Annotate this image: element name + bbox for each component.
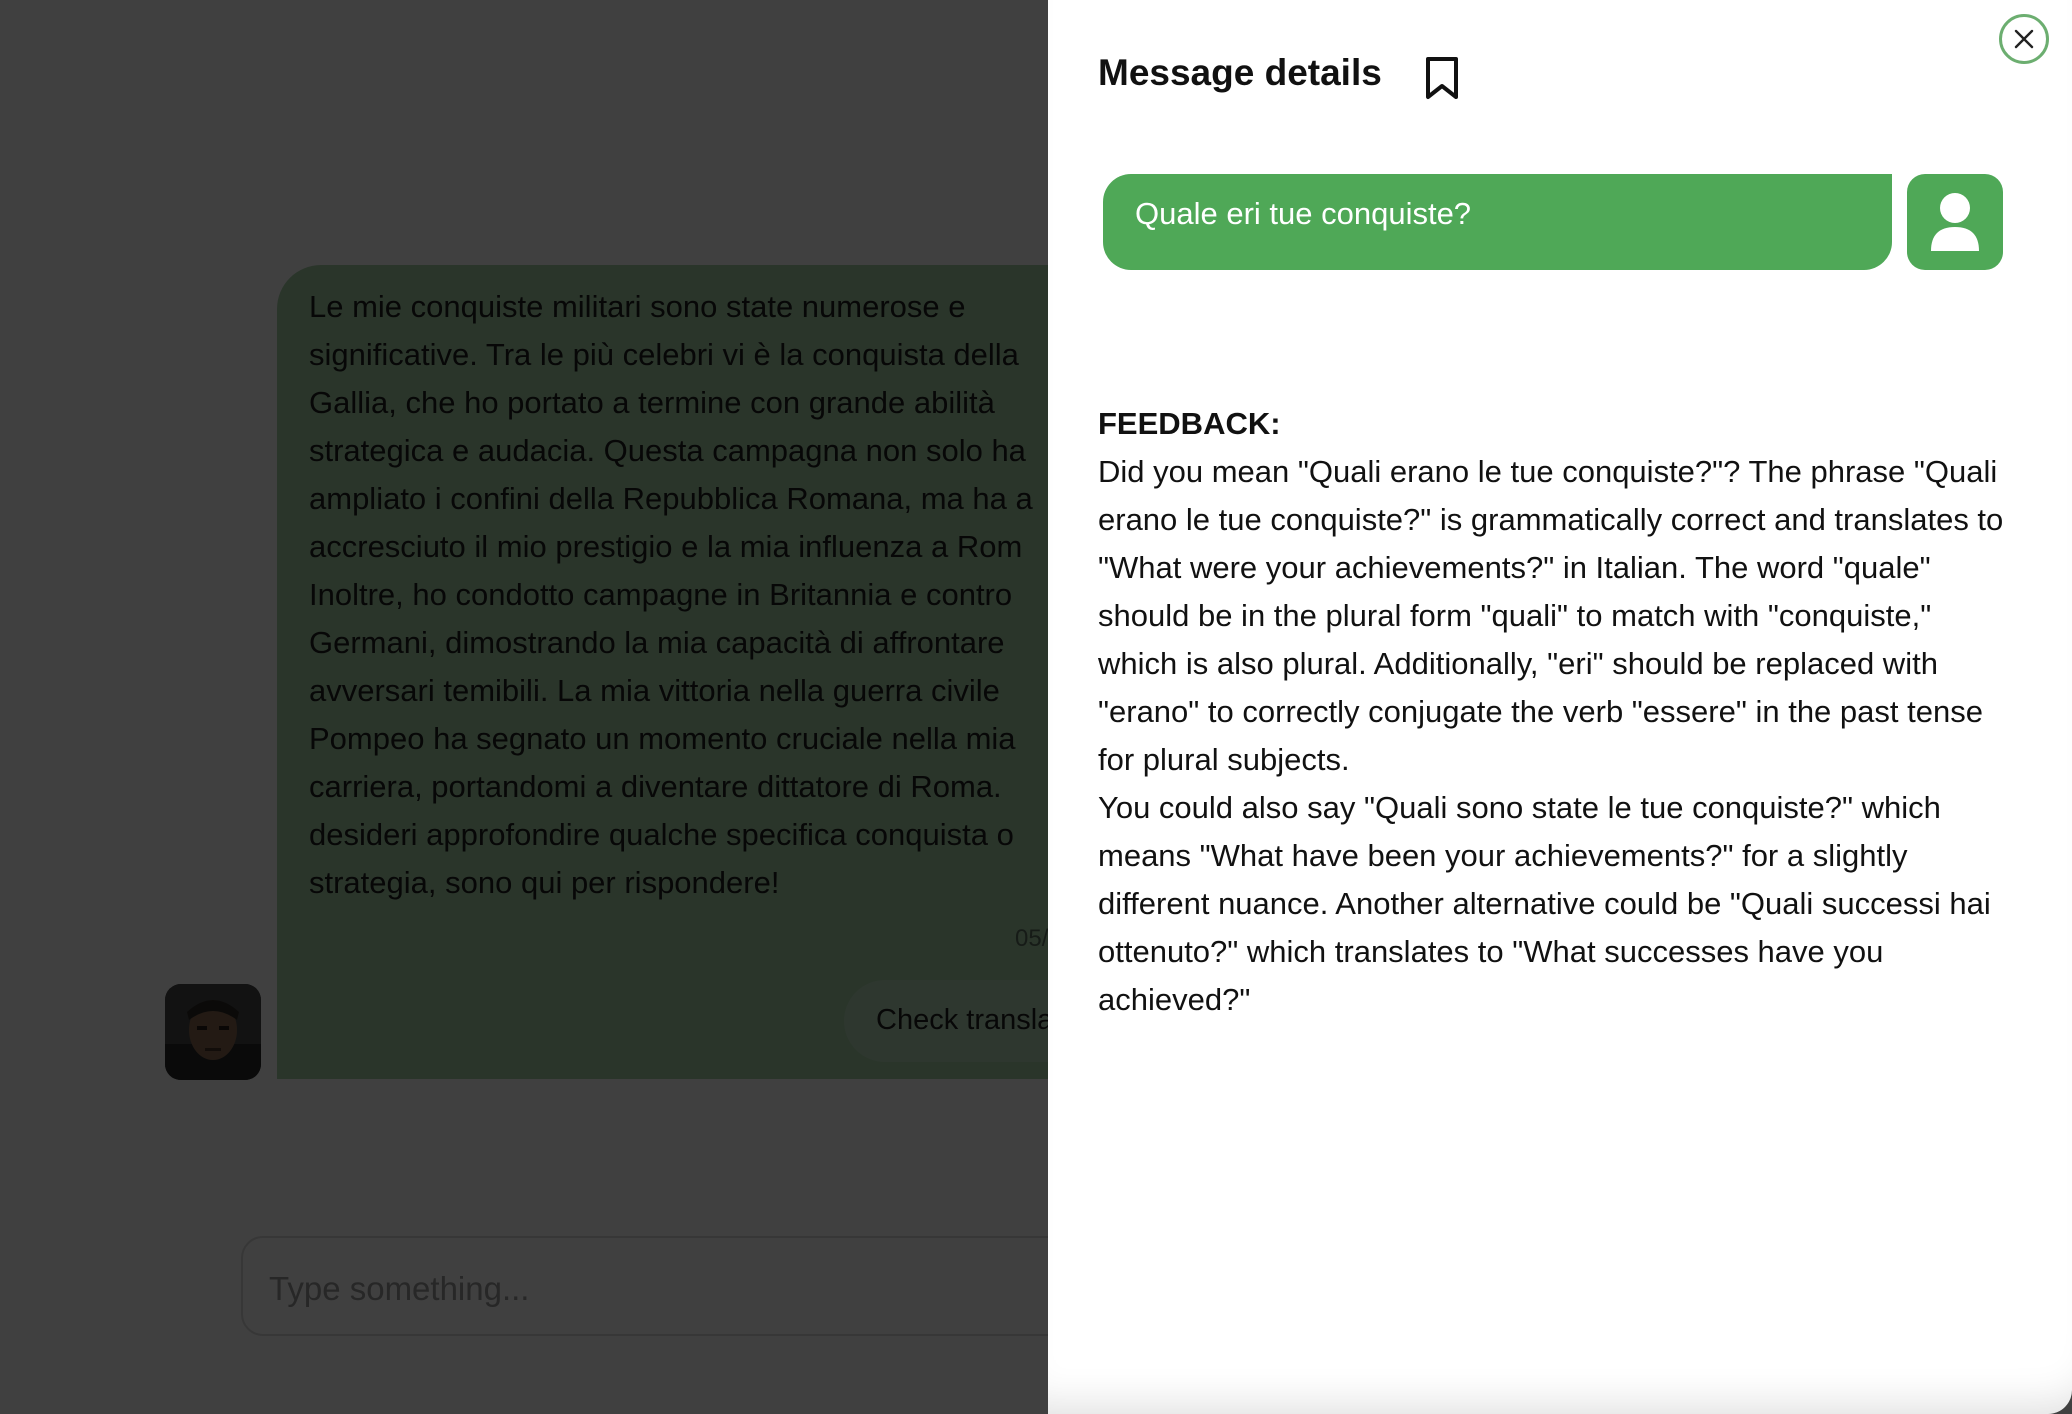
feedback-text: Did you mean "Quali erano le tue conquiste?"? The phrase "Quali erano le tue conquiste?" is grammatically correct and translates to "What were your achievements?" in Italian. The word "quale" should be in the plural form "quali" to match with "conquiste," which is also plural. Additionally, "eri" should be replaced with "erano" to correctly conjugate the verb "essere" in the past tense for plural subjects. You could also say "Quali sono state le tue conquiste?" which means "What have been your achievements?" for a slightly different nuance. Another alternative could be "Quali successi hai ottenuto?" which translates to "What successes have you achieved?"	[1098, 454, 2004, 1017]
bookmark-icon	[1422, 55, 1462, 101]
close-icon	[2012, 27, 2036, 51]
user-icon	[1927, 191, 1983, 253]
bookmark-button[interactable]	[1422, 55, 1462, 101]
feedback-heading: FEEDBACK:	[1098, 406, 1281, 441]
close-button[interactable]	[1999, 14, 2049, 64]
feedback-section	[1098, 400, 2018, 1024]
user-message-bubble: Quale eri tue conquiste?	[1103, 174, 1892, 270]
user-avatar	[1907, 174, 2003, 270]
panel-title: Message details	[1098, 52, 1382, 93]
